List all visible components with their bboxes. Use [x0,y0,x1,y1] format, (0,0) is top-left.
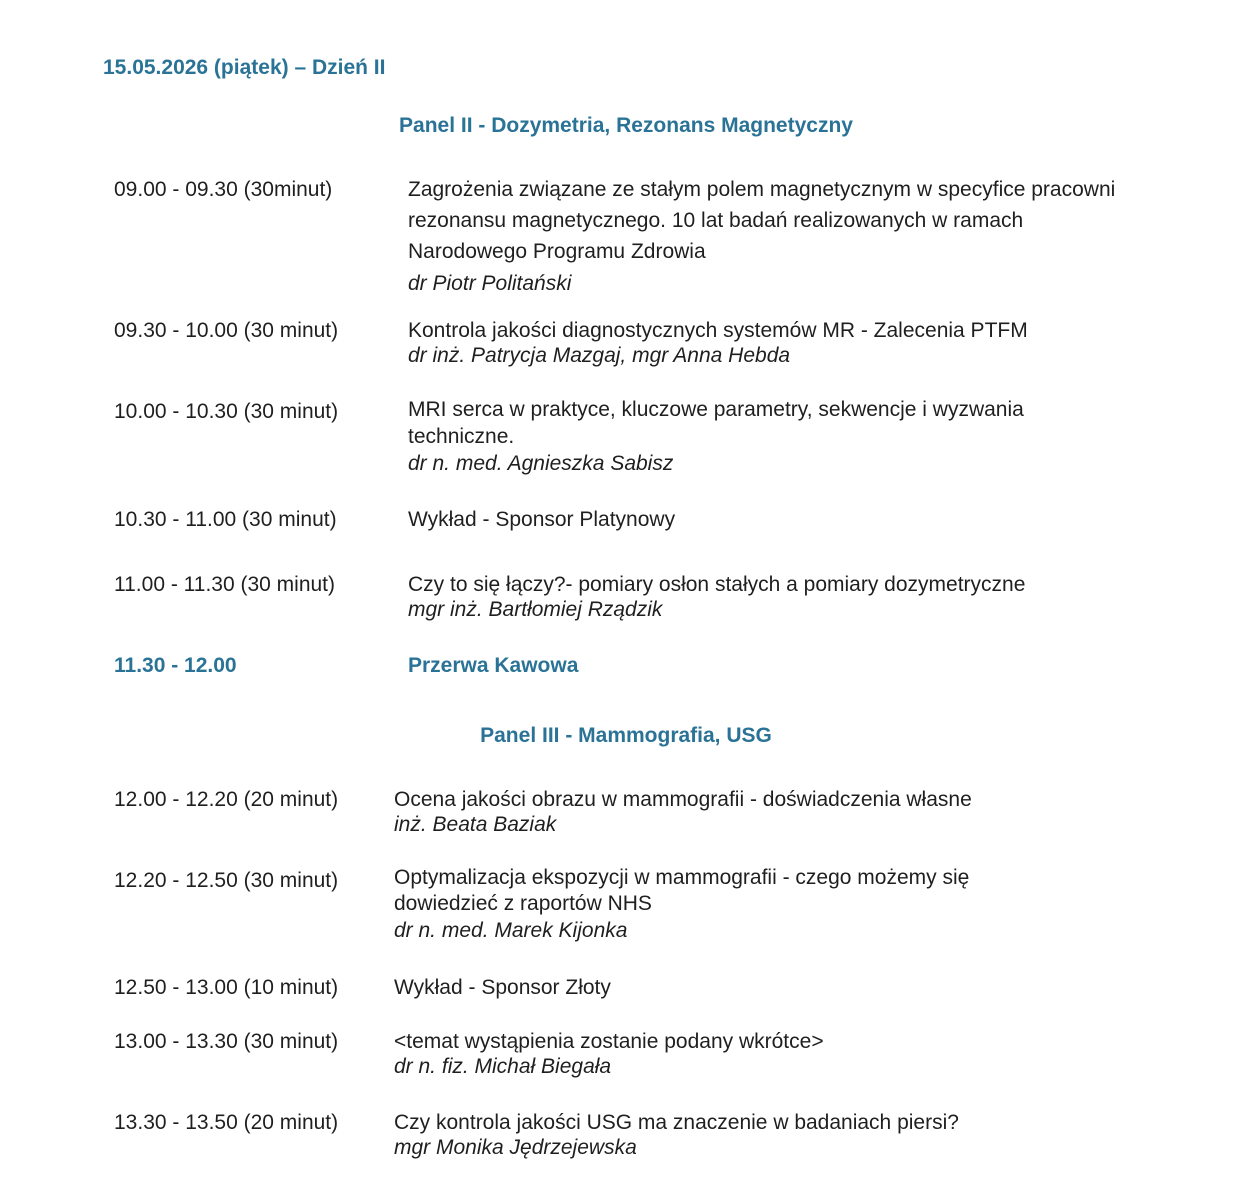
break-label [408,650,1128,681]
schedule-time: 12.50 - 13.00 (10 minut) [114,976,339,999]
break-label-text: Przerwa Kawowa [408,654,579,677]
talk-title: Optymalizacja ekspozycji w mammografii - czego możemy się dowiedzieć z raportów NHS [394,866,970,915]
schedule-description [394,972,1094,1003]
talk-title: Ocena jakości obrazu w mammografii - doświadczenia własne [394,788,972,811]
talk-title: Czy kontrola jakości USG ma znaczenie w badaniach piersi? [394,1111,959,1134]
schedule-time: 11.00 - 11.30 (30 minut) [114,573,336,596]
schedule-description [408,396,1123,478]
talk-title: <temat wystąpienia zostanie podany wkrótce> [394,1030,824,1053]
schedule-time: 12.00 - 12.20 (20 minut) [114,788,339,811]
schedule-description [408,315,1128,370]
schedule-description [408,504,1128,535]
talk-speaker: mgr Monika Jędrzejewska [394,1136,637,1159]
day-heading: 15.05.2026 (piątek) – Dzień II [103,56,386,79]
talk-speaker: mgr inż. Bartłomiej Rządzik [408,598,663,621]
talk-title: Wykład - Sponsor Złoty [394,976,611,999]
talk-title: Wykład - Sponsor Platynowy [408,508,676,531]
break-time: 11.30 - 12.00 [114,654,237,677]
schedule-time: 10.30 - 11.00 (30 minut) [114,508,337,531]
schedule-time: 13.30 - 13.50 (20 minut) [114,1111,339,1134]
talk-speaker: dr Piotr Politański [408,272,572,295]
schedule-time: 10.00 - 10.30 (30 minut) [114,400,339,423]
talk-title: Czy to się łączy?- pomiary osłon stałych a pomiary dozymetryczne [408,573,1026,596]
schedule-description [408,569,1128,624]
schedule-time: 12.20 - 12.50 (30 minut) [114,869,339,892]
schedule-description [394,784,1094,839]
schedule-time: 13.00 - 13.30 (30 minut) [114,1030,339,1053]
talk-title: MRI serca w praktyce, kluczowe parametry, sekwencje i wyzwania techniczne. [408,398,1024,448]
schedule-description [394,1026,1094,1081]
talk-speaker: inż. Beata Baziak [394,813,557,836]
schedule-time: 09.30 - 10.00 (30 minut) [114,319,339,342]
talk-title: Kontrola jakości diagnostycznych systemów MR - Zalecenia PTFM [408,319,1028,342]
schedule-description [394,1107,1094,1162]
panel-2-title: Panel II - Dozymetria, Rezonans Magnetyczny [399,114,853,137]
schedule-description [394,865,1064,945]
talk-title: Zagrożenia związane ze stałym polem magnetycznym w specyfice pracowni rezonansu magnetycznego. 10 lat badań realizowanych w ramach Narodowego Programu Zdrowia [408,178,1116,263]
panel-3-title: Panel III - Mammografia, USG [480,724,772,747]
schedule-time: 09.00 - 09.30 (30minut) [114,178,333,201]
schedule-description [408,174,1128,298]
talk-speaker: dr inż. Patrycja Mazgaj, mgr Anna Hebda [408,344,791,367]
talk-speaker: dr n. med. Agnieszka Sabisz [408,452,674,475]
talk-speaker: dr n. fiz. Michał Biegała [394,1055,612,1078]
talk-speaker: dr n. med. Marek Kijonka [394,919,628,942]
